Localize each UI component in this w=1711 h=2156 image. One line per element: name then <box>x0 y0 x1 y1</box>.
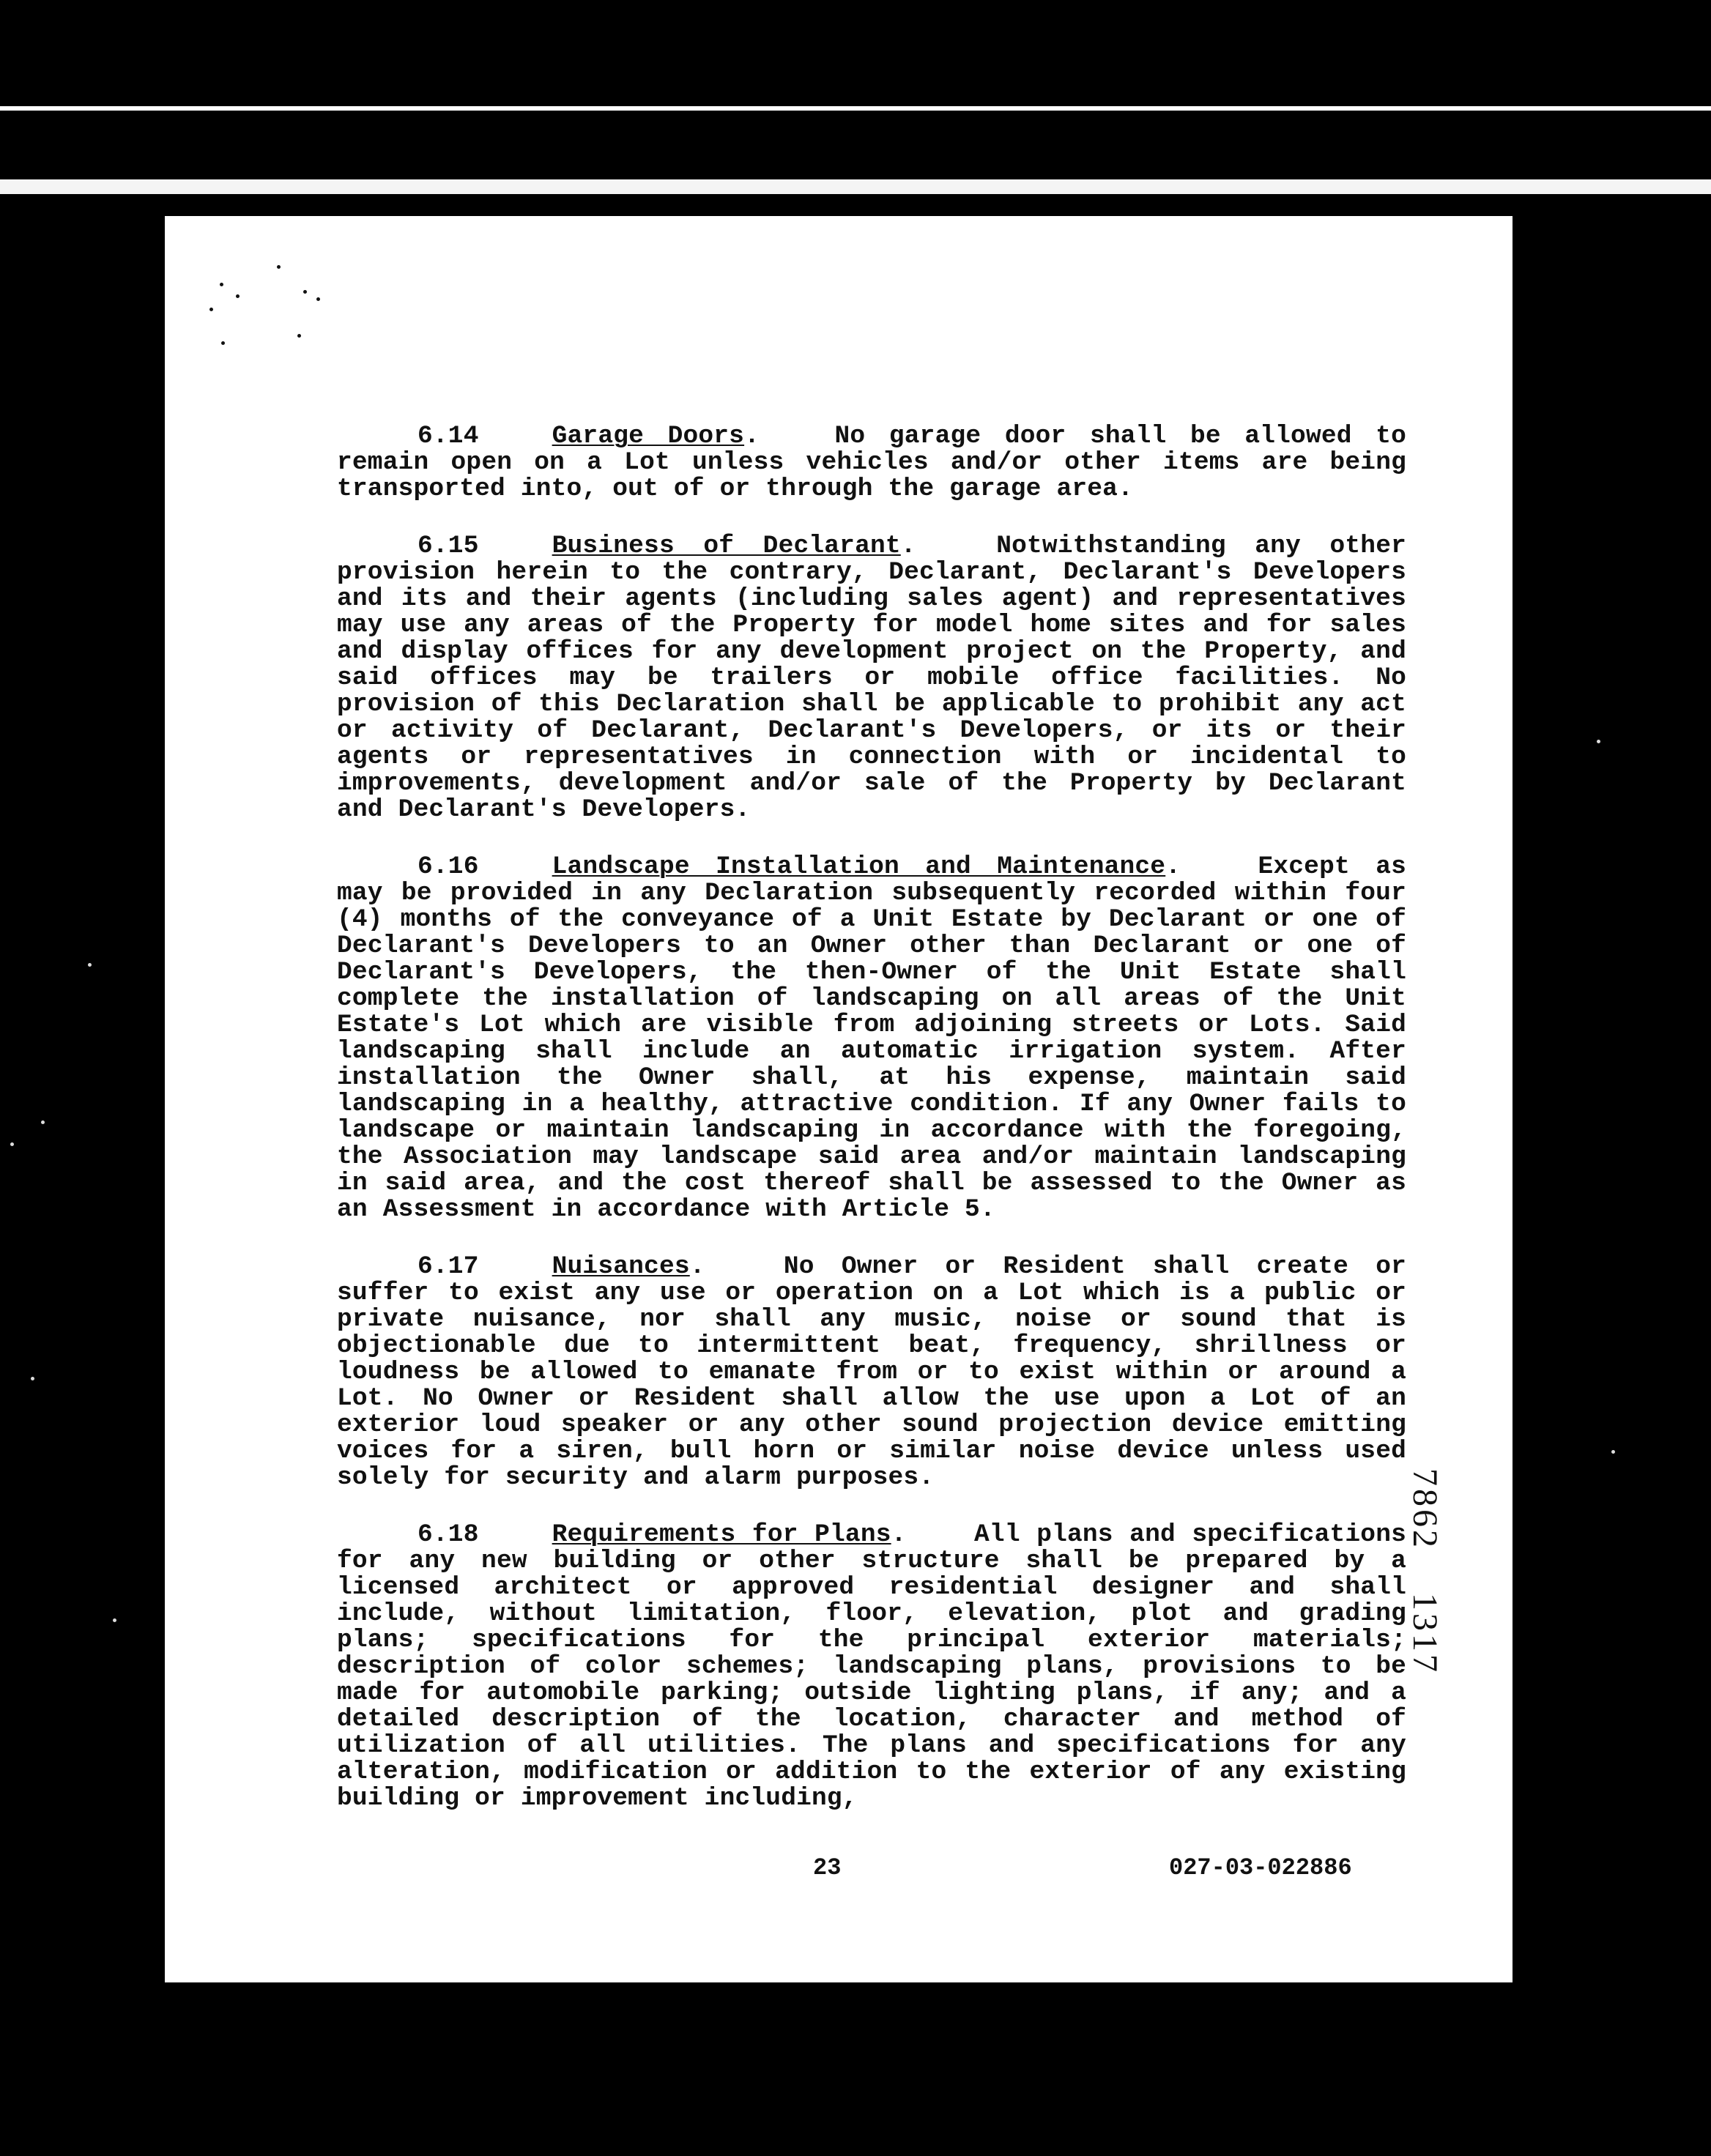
scan-speck <box>10 1142 14 1146</box>
scan-speck <box>303 290 307 294</box>
scan-speck <box>220 283 223 286</box>
section-heading: Requirements for Plans <box>552 1520 891 1549</box>
section-number: 6.18 <box>417 1520 479 1549</box>
section-number: 6.16 <box>417 852 479 881</box>
scan-speck <box>221 341 225 345</box>
section-heading: Business of Declarant <box>552 532 901 560</box>
scan-speck <box>1597 740 1600 743</box>
scan-speck <box>41 1120 45 1124</box>
recording-book-number: 7862 <box>1406 1468 1444 1550</box>
section-text: All plans and specifications for any new building or other structure shall be prepared by a licensed architect or approved residential designer and shall include, without limitation, floor, elevation, plot and grading plans; specifications for the principal exterior materials; description of color schemes; landscaping plans, provisions to be made for automobile parking; outside lighting plans, if any; and a detailed description of the location, character and method of utilization of all utilities. The plans and specifications for any alteration, modification or addition to the exterior of any existing building or improvement including, <box>337 1520 1407 1813</box>
section-number: 6.17 <box>417 1252 479 1281</box>
scan-frame-band <box>0 179 1711 194</box>
scan-speck <box>88 963 92 967</box>
scan-speck <box>277 265 281 269</box>
section-6-14: 6.14 Garage Doors. No garage door shall be allowed to remain open on a Lot unless vehicles and/or other items are being transported into, out of or through the garage area. <box>337 422 1406 503</box>
document-body <box>337 423 1406 1843</box>
scan-speck <box>113 1618 116 1622</box>
section-text: Notwithstanding any other provision herein to the contrary, Declarant, Declarant's Developers and its and their agents (including sales agent) and representatives may use any areas of the Property for model home sites and for sales and display offices for any development project on the Property, and said offices may be trailers or mobile office facilities. No provision of this Declaration shall be applicable to prohibit any act or activity of Declarant, Declarant's Developers, or its or their agents or representatives in connection with or incidental to improvements, development and/or sale of the Property by Declarant and Declarant's Developers. <box>337 532 1406 824</box>
section-number: 6.15 <box>417 532 479 560</box>
recording-page-number: 1317 <box>1406 1593 1444 1675</box>
page-number: 23 <box>813 1854 842 1881</box>
section-heading: Garage Doors <box>552 422 745 450</box>
section-text: Except as may be provided in any Declaration subsequently recorded within four (4) months of the conveyance of a Unit Estate by Declarant or one of Declarant's Developers to an Owner other than Declarant or one of Declarant's Developers, the then-Owner of the Unit Estate shall complete the installation of landscaping on all areas of the Unit Estate's Lot which are visible from adjoining streets or Lots. Said landscaping shall include an automatic irrigation system. After installation the Owner shall, at his expense, maintain said landscaping in a healthy, attractive condition. If any Owner fails to landscape or maintain landscaping in accordance with the foregoing, the Association may landscape said area and/or maintain landscaping in said area, and the cost thereof shall be assessed to the Owner as an Assessment in accordance with Article 5. <box>337 852 1407 1224</box>
margin-rule <box>1522 1728 1525 1977</box>
section-number: 6.14 <box>417 422 479 450</box>
scan-speck <box>316 297 320 301</box>
section-text: No Owner or Resident shall create or suffer to exist any use or operation on a Lot which is a public or private nuisance, nor shall any music, noise or sound that is objectionable due to intermittent beat, frequency, shrillness or loudness be allowed to emanate from or to exist within or around a Lot. No Owner or Resident shall allow the use upon a Lot of an exterior loud speaker or any other sound projection device emitting voices for a siren, bull horn or similar noise device unless used solely for security and alarm purposes. <box>337 1252 1407 1492</box>
recording-stamp <box>1388 1468 1461 1717</box>
section-6-18: 6.18 Requirements for Plans. All plans and specifications for any new building or other structure shall be prepared by a licensed architect or approved residential designer and shall include, without limitation, floor, elevation, plot and grading plans; specifications for the principal exterior materials; description of color schemes; landscaping plans, provisions to be made for automobile parking; outside lighting plans, if any; and a detailed description of the location, character and method of utilization of all utilities. The plans and specifications for any alteration, modification or addition to the exterior of any existing building or improvement including, <box>337 1520 1407 1813</box>
scan-speck <box>297 334 301 338</box>
section-6-16: 6.16 Landscape Installation and Maintenance. Except as may be provided in any Declaration subsequently recorded within four (4) months of the conveyance of a Unit Estate by Declarant or one of Declarant's Developers to an Owner other than Declarant or one of Declarant's Developers, the then-Owner of the Unit Estate shall complete the installation of landscaping on all areas of the Unit Estate's Lot which are visible from adjoining streets or Lots. Said landscaping shall include an automatic irrigation system. After installation the Owner shall, at his expense, maintain said landscaping in a healthy, attractive condition. If any Owner fails to landscape or maintain landscaping in accordance with the foregoing, the Association may landscape said area and/or maintain landscaping in said area, and the cost thereof shall be assessed to the Owner as an Assessment in accordance with Article 5. <box>337 852 1407 1224</box>
section-6-17: 6.17 Nuisances. No Owner or Resident shall create or suffer to exist any use or operation on a Lot which is a public or private nuisance, nor shall any music, noise or sound that is objectionable due to intermittent beat, frequency, shrillness or loudness be allowed to emanate from or to exist within or around a Lot. No Owner or Resident shall allow the use upon a Lot of an exterior loud speaker or any other sound projection device emitting voices for a siren, bull horn or similar noise device unless used solely for security and alarm purposes. <box>337 1252 1407 1492</box>
scan-speck <box>1611 1450 1615 1454</box>
section-heading: Landscape Installation and Maintenance <box>552 852 1166 881</box>
section-text: No garage door shall be allowed to remain open on a Lot unless vehicles and/or other items are being transported into, out of or through the garage area. <box>337 422 1406 503</box>
document-number: 027-03-022886 <box>1169 1854 1352 1881</box>
scan-speck <box>236 294 240 298</box>
scan-edge-line <box>0 106 1711 111</box>
scan-speck <box>209 308 213 311</box>
section-6-15: 6.15 Business of Declarant. Notwithstanding any other provision herein to the contrary, Declarant, Declarant's Developers and its and their agents (including sales agent) and representatives may use any areas of the Property for model home sites and for sales and display offices for any development project on the Property, and said offices may be trailers or mobile office facilities. No provision of this Declaration shall be applicable to prohibit any act or activity of Declarant, Declarant's Developers, or its or their agents or representatives in connection with or incidental to improvements, development and/or sale of the Property by Declarant and Declarant's Developers. <box>337 532 1406 824</box>
section-heading: Nuisances <box>552 1252 690 1281</box>
scan-speck <box>31 1377 34 1380</box>
